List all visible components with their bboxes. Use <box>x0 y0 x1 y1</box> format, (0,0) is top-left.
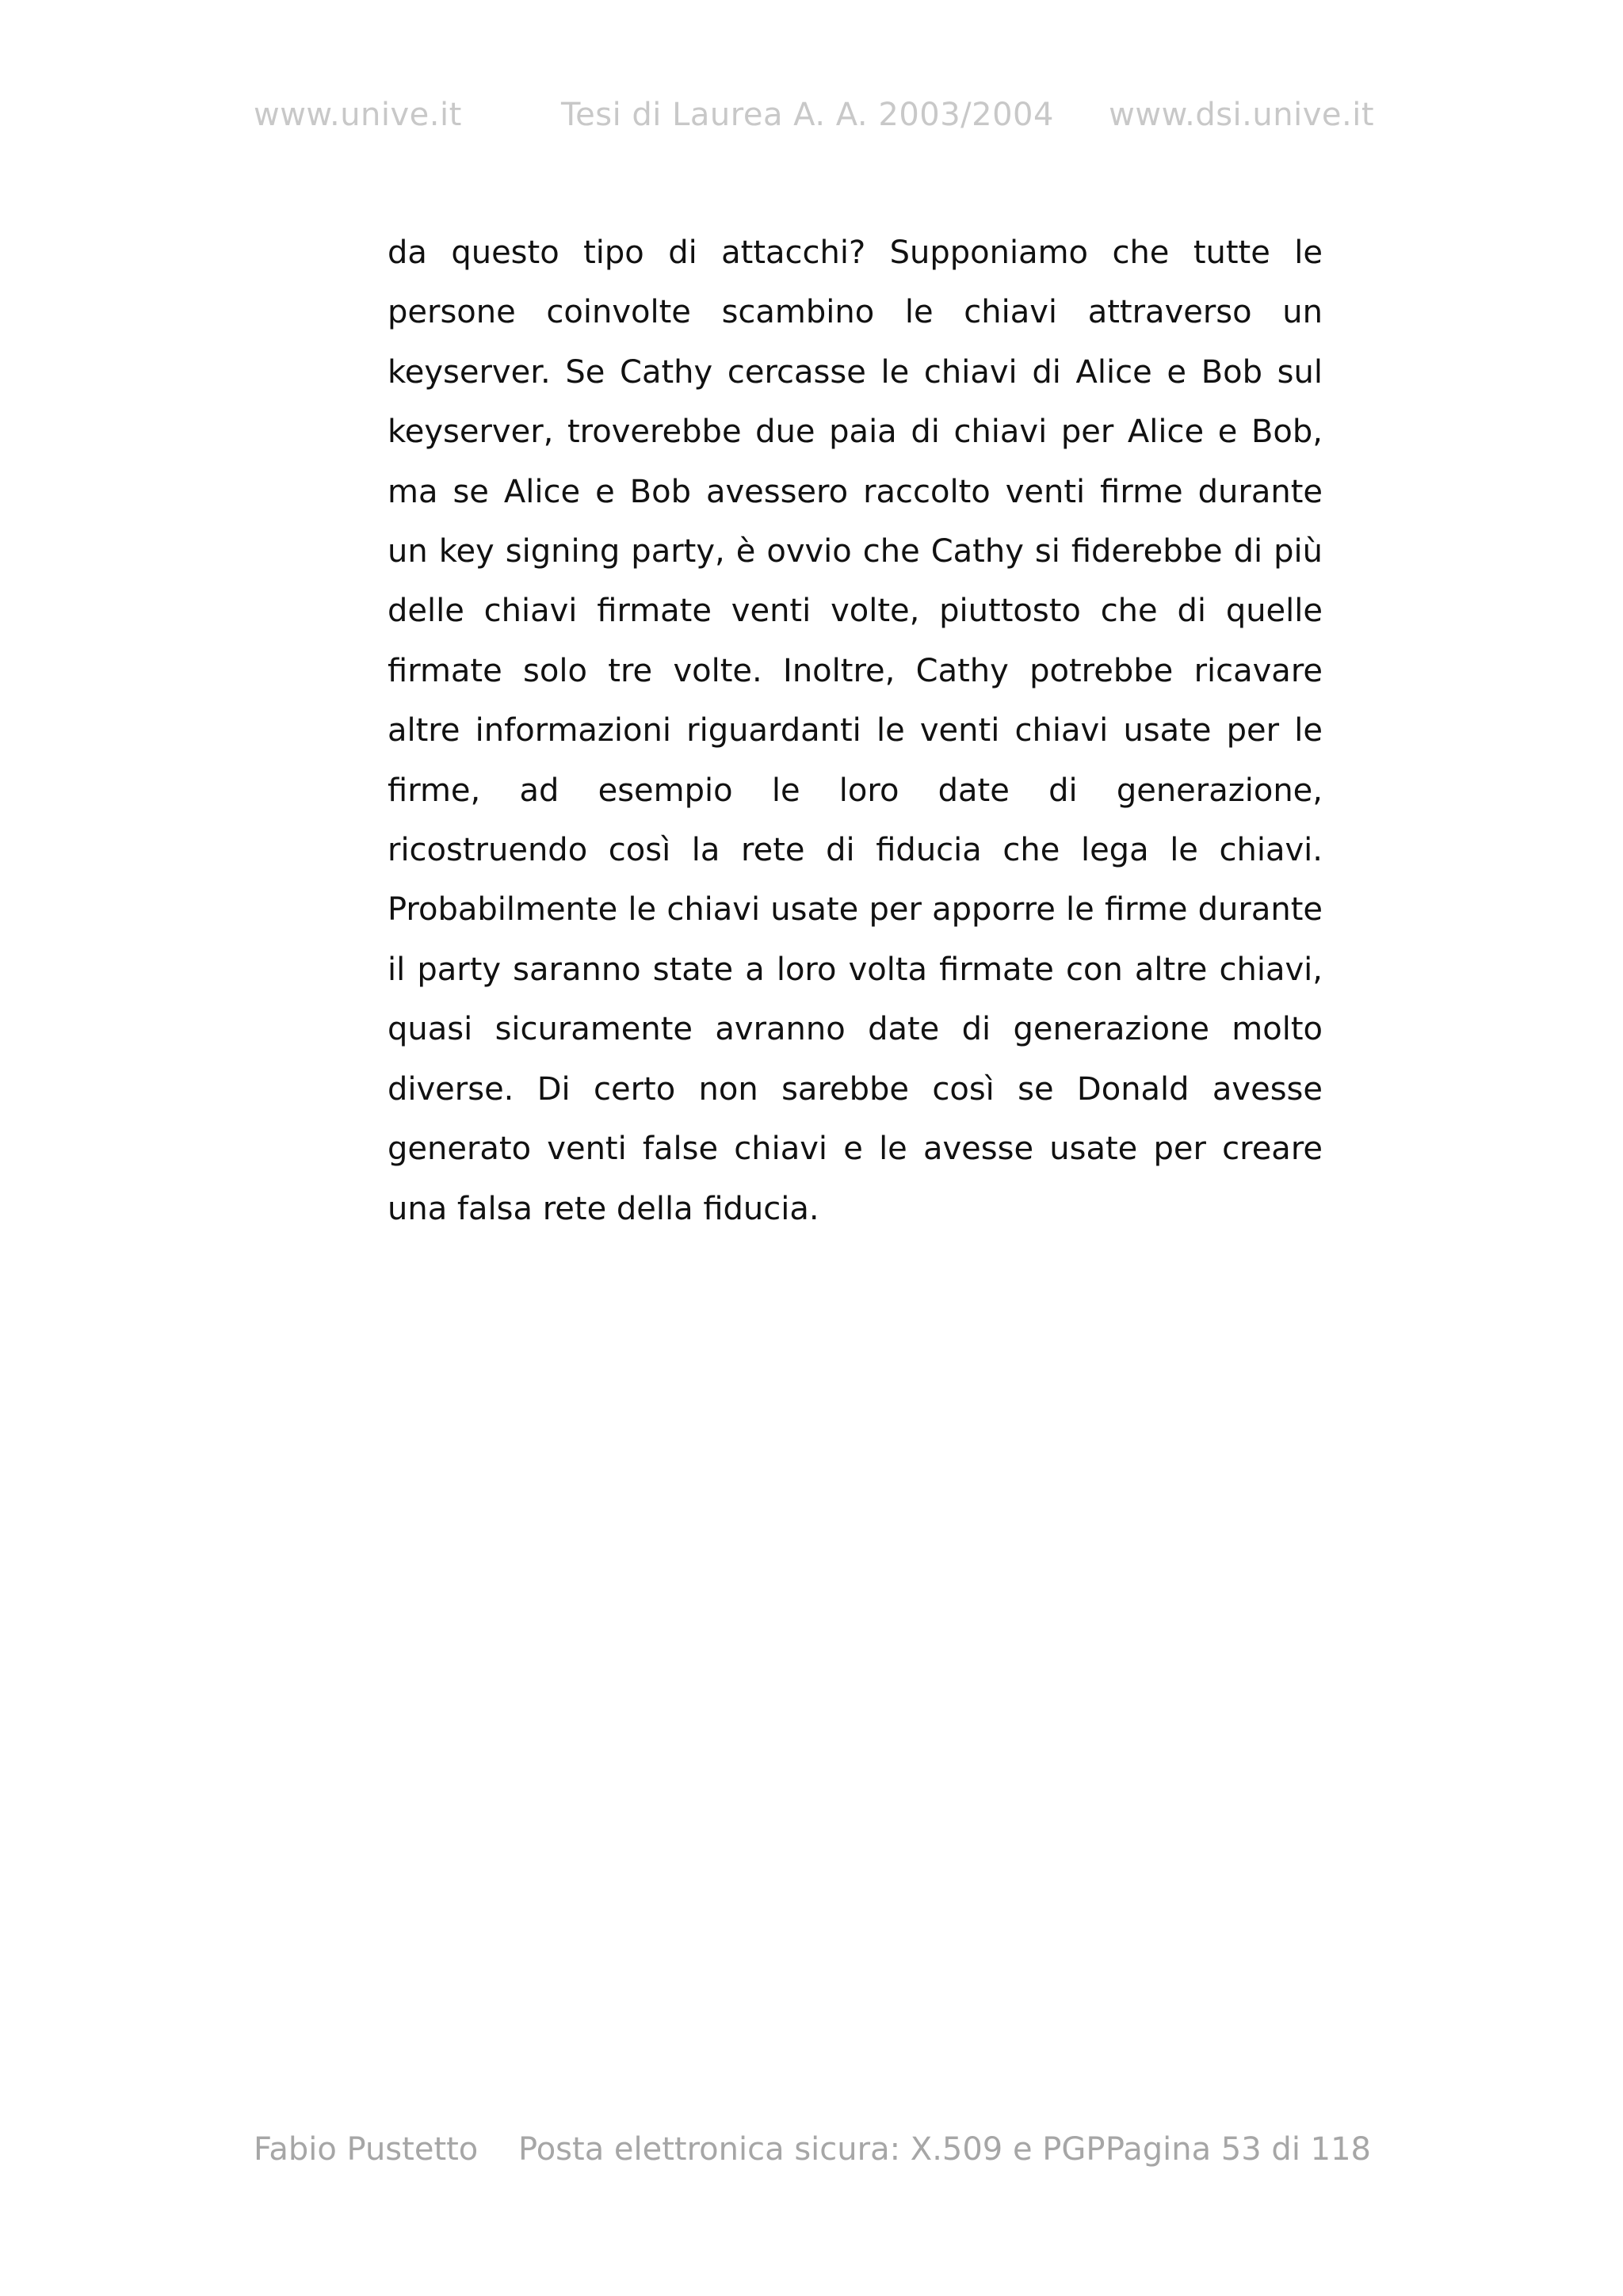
header-university-url: www.unive.it <box>254 97 462 133</box>
footer-page-number: Pagina 53 di 118 <box>1105 2131 1371 2168</box>
footer-author: Fabio Pustetto <box>254 2131 479 2168</box>
body-paragraph: da questo tipo di attacchi? Supponiamo che tutte le persone coinvolte scambino le chiavi attraverso un keyserver. Se Cathy cercasse le chiavi di Alice e Bob sul keyserver, troverebbe due paia di chiavi per Alice e Bob, ma se Alice e Bob avessero raccolto venti firme durante un key signing party, è ovvio che Cathy si fiderebbe di più delle chiavi firmate venti volte, piuttosto che di quelle firmate solo tre volte. Inoltre, Cathy potrebbe ricavare altre informazioni riguardanti le venti chiavi usate per le firme, ad esempio le loro date di generazione, ricostruendo così la rete di fiducia che lega le chiavi. Probabilmente le chiavi usate per apporre le firme durante il party saranno state a loro volta firmate con altre chiavi, quasi sicuramente avranno date di generazione molto diverse. Di certo non sarebbe così se Donald avesse generato venti false chiavi e le avesse usate per creare una falsa rete della fiducia. <box>388 235 1323 1227</box>
page-footer <box>0 2131 1623 2179</box>
page-header <box>0 97 1623 144</box>
header-thesis-title: Tesi di Laurea A. A. 2003/2004 <box>561 97 1054 133</box>
footer-document-title: Posta elettronica sicura: X.509 e PGP <box>518 2131 1106 2168</box>
header-department-url: www.dsi.unive.it <box>1109 97 1374 133</box>
